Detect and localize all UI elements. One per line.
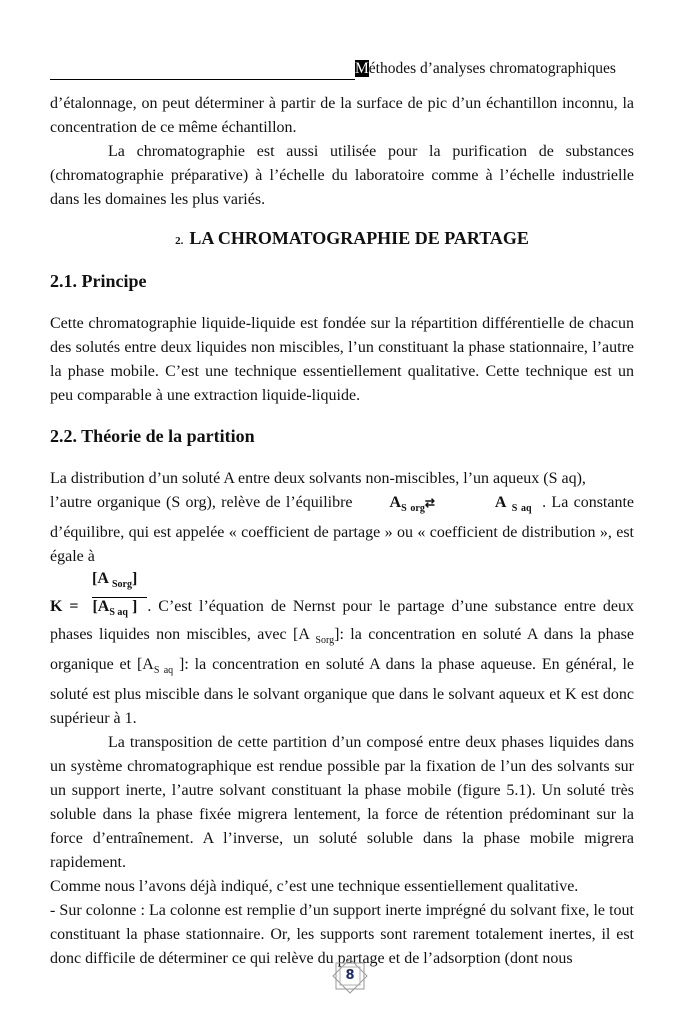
transposition-paragraph: La transposition de cette partition d’un composé entre deux phases liquides dans un système chromatographique est rendue possible par la fixation de l’un des solvants sur un support inerte, l’autre solvant constituant la phase mobile (figure 5.1). Un soluté très soluble dans la phase fixée migrera lentement, la force de rétention prédominant sur la force d’entraînement. A l’inverse, un soluté soluble dans la phase mobile migrera rapidement. [50,733,634,871]
equilibrium-arrow-icon: ⇄ [424,496,435,510]
chapter-title: LA CHROMATOGRAPHIE DE PARTAGE [189,228,529,248]
qualitative-note: Comme nous l’avons déjà indiqué, c’est une technique essentiellement qualitative. [50,877,579,895]
k-label: K = [50,598,79,616]
section-heading-theorie: 2.2. Théorie de la partition [50,426,255,446]
principe-paragraph: Cette chromatographie liquide-liquide est fondée sur la répartition différentielle de chacun des solutés entre deux liquides non miscibles, l’un constituant la phase stationnaire, l’autre la phase mobile. C’est une technique essentiellement qualitative. Cette technique est un peu comparable à une extraction liquide-liquide. [50,315,634,404]
header-rule [50,79,355,80]
page-number: 8 [345,968,355,983]
running-title [355,60,616,78]
theorie-line-2-post: . La constante d’équilibre, qui est appelée « coefficient de partage » ou « coefficient de distribution », est égale à [50,494,635,566]
fraction-denominator: [$A_{S aq}$ ] [92,597,147,622]
page-body [50,92,634,971]
nernst-paragraph: $K = [A_{S aq}$ ] . C’est l’équation de Nernst pour le partage d’une substance entre deux phases liquides non miscibles, avec [A $_{Sorg}$]: la concentration en soluté A dans la phase organique et [$A_{S aq}$ ]: la concentration en soluté A dans la phase aqueuse. En général, le soluté est plus miscible dans le solvant organique que dans le solvant aqueux et K est donc supérieur à 1. [50,598,635,727]
page-number-badge [331,958,369,994]
fraction-numerator: [A $_{Sorg}$] [92,570,138,591]
running-title-initial: M [355,60,369,77]
equilibrium-left: $A_{S org}$ [389,494,425,515]
theorie-paragraph-1 [50,467,634,569]
intro-paragraph-2: La chromatographie est aussi utilisée pour la purification de substances (chromatographie préparative) à l’échelle du laboratoire comme à l’échelle industrielle dans les domaines les plus variés. [50,143,634,208]
section-heading-principe: 2.1. Principe [50,271,147,291]
intro-paragraph-1: d’étalonnage, on peut déterminer à partir de la surface de pic d’un échantillon inconnu, la concentration de ce même échantillon. [50,95,634,136]
chapter-heading [50,228,634,249]
running-title-rest: éthodes d’analyses chromatographiques [368,60,616,77]
equilibrium-right: A $_{S aq}$ [494,494,532,515]
theorie-line-2-pre: l’autre organique (S org), relève de l’équilibre [50,494,353,511]
colonne-paragraph: - Sur colonne : La colonne est remplie d’un support inerte imprégné du solvant fixe, le tout constituant la phase stationnaire. Or, les supports sont rarement totalement inertes, il est donc difficile de déterminer ce qui relève du partage et de l’adsorption (dont nous [50,901,634,967]
chapter-number: 2. [175,235,184,247]
running-header [50,58,618,80]
theorie-line-1: La distribution d’un soluté A entre deux solvants non-miscibles, l’un aqueux (S aq), [50,470,586,487]
